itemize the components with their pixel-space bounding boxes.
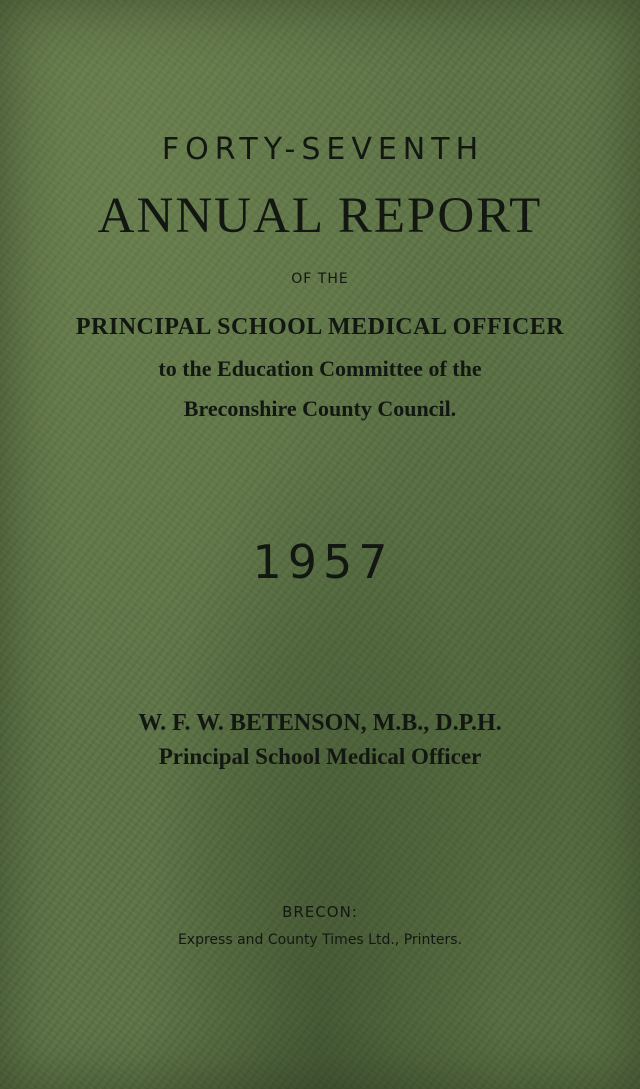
author-role: Principal School Medical Officer: [158, 744, 482, 769]
officer-title: PRINCIPAL SCHOOL MEDICAL OFFICER: [75, 314, 565, 340]
report-year: 1957: [252, 535, 394, 589]
report-title: ANNUAL REPORT: [97, 188, 543, 244]
of-the-label: OF THE: [291, 271, 349, 287]
publication-place: BRECON:: [282, 903, 358, 921]
author-name: W. F. W. BETENSON, M.B., D.P.H.: [138, 710, 502, 736]
ordinal-heading: FORTY-SEVENTH: [161, 132, 485, 167]
council-line: Breconshire County Council.: [183, 396, 457, 421]
committee-line: to the Education Committee of the: [158, 356, 482, 381]
printer-line: Express and County Times Ltd., Printers.: [177, 932, 463, 948]
